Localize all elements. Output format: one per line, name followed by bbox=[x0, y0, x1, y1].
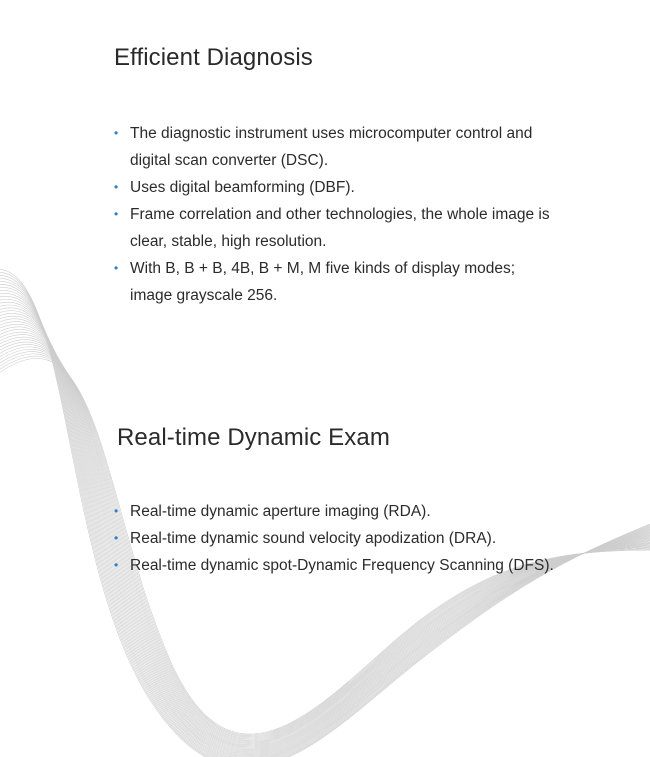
bullet-icon: • bbox=[114, 504, 119, 518]
list-item-text: Real-time dynamic aperture imaging (RDA). bbox=[130, 503, 431, 520]
bullet-icon: • bbox=[114, 207, 119, 221]
list-item bbox=[112, 255, 557, 309]
bullet-icon: • bbox=[114, 180, 119, 194]
list-item-text: Uses digital beamforming (DBF). bbox=[130, 179, 355, 196]
list-item-text: With B, B + B, 4B, B + M, M five kinds of display modes; image grayscale 256. bbox=[130, 260, 516, 304]
list-item bbox=[112, 552, 557, 579]
bullet-icon: • bbox=[114, 126, 119, 140]
list-item-text: Frame correlation and other technologies, the whole image is clear, stable, high resolution. bbox=[130, 206, 550, 250]
list-item bbox=[112, 201, 557, 255]
section-real-time-dynamic-exam bbox=[0, 424, 650, 574]
list-item-text: The diagnostic instrument uses microcomputer control and digital scan converter (DSC). bbox=[130, 125, 533, 169]
list-item-text: Real-time dynamic spot-Dynamic Frequency Scanning (DFS). bbox=[130, 557, 554, 574]
section-title: Real-time Dynamic Exam bbox=[117, 424, 390, 451]
bullet-icon: • bbox=[114, 558, 119, 572]
list-item bbox=[112, 120, 557, 174]
list-item bbox=[112, 525, 557, 552]
section-efficient-diagnosis bbox=[0, 44, 650, 304]
list-item bbox=[112, 498, 557, 525]
list-item bbox=[112, 174, 557, 201]
section-title: Efficient Diagnosis bbox=[114, 44, 313, 71]
bullet-list bbox=[112, 498, 557, 579]
bullet-icon: • bbox=[114, 261, 119, 275]
list-item-text: Real-time dynamic sound velocity apodization (DRA). bbox=[130, 530, 497, 547]
bullet-list bbox=[112, 120, 557, 309]
bullet-icon: • bbox=[114, 531, 119, 545]
